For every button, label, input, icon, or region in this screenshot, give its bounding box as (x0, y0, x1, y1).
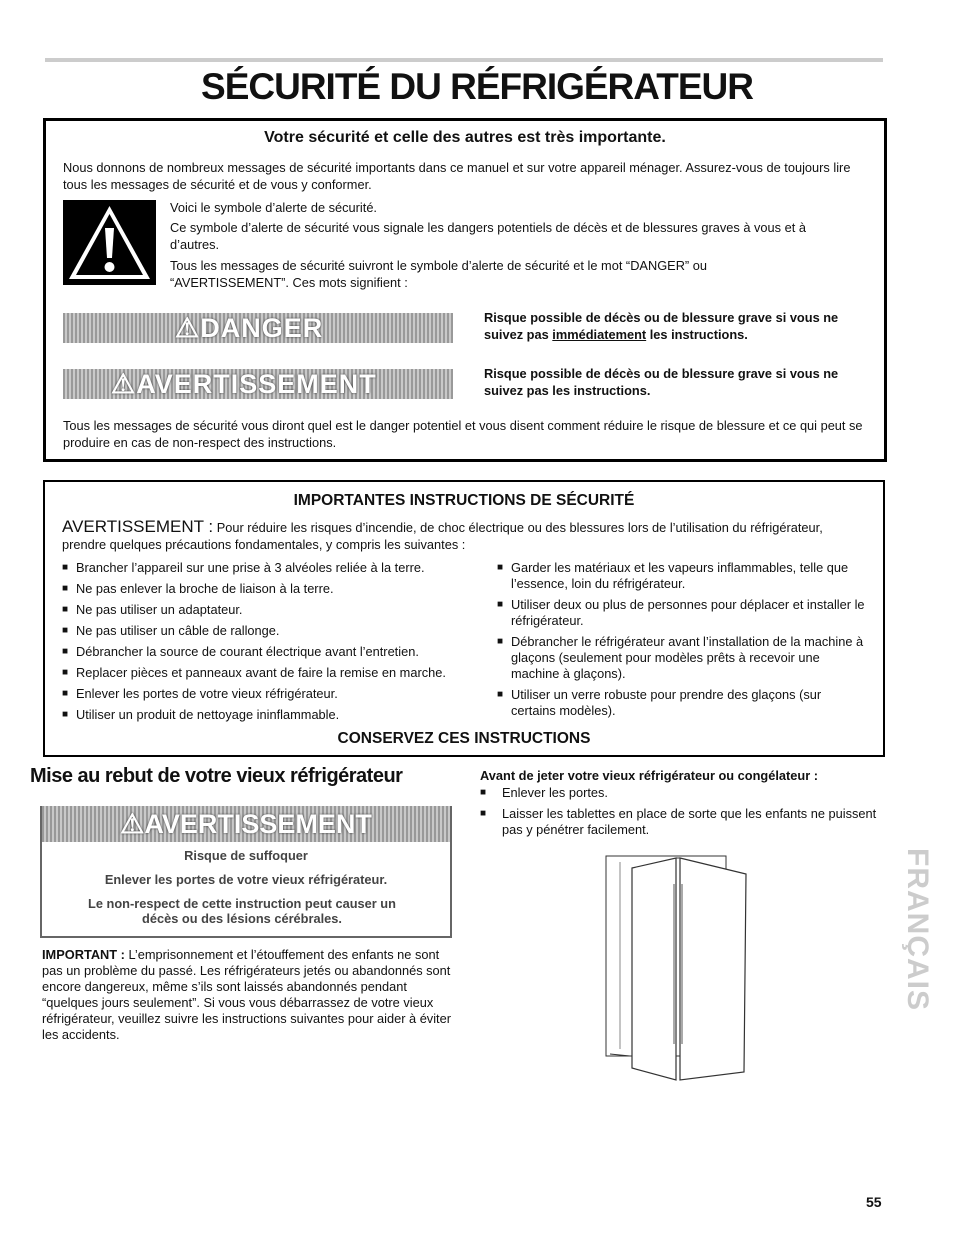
warning-description: Risque possible de décès ou de blessure grave si vous ne suivez pas les instructions. (484, 366, 839, 398)
suffocation-warning-box (40, 806, 452, 938)
instructions-heading: IMPORTANTES INSTRUCTIONS DE SÉCURITÉ (293, 492, 635, 509)
safety-heading: Votre sécurité et celle des autres est très importante. (264, 129, 666, 146)
warning-signal-bar (63, 369, 453, 399)
important-label: IMPORTANT : (42, 947, 125, 962)
before-disposal-heading: Avant de jeter votre vieux réfrigérateur ou congélateur : (480, 768, 819, 783)
suffocation-warning-label: AVERTISSEMENT (144, 809, 372, 839)
warning-alert-icon: ⚠ (120, 809, 145, 839)
list-item: ■ Brancher l’appareil sur une prise à 3 alvéoles reliée à la terre. (62, 560, 492, 576)
list-item: ■ Garder les matériaux et les vapeurs inflammables, telle que l’essence, loin du réfrigérateur. (497, 560, 867, 592)
instructions-warning (62, 518, 862, 553)
page-title: SÉCURITÉ DU RÉFRIGÉRATEUR (201, 66, 753, 107)
danger-signal-bar (63, 313, 453, 343)
safety-closing: Tous les messages de sécurité vous diront quel est le danger potentiel et vous disent comment réduire le risque de blessure et ce qui peut se produire en cas de non-respect des instructions. (63, 418, 863, 450)
consequence-text: Le non-respect de cette instruction peut causer un décès ou des lésions cérébrales. (88, 896, 396, 926)
symbol-line-1: Voici le symbole d’alerte de sécurité. (170, 200, 377, 215)
list-item: ■ Laisser les tablettes en place de sorte que les enfants ne puissent pas y pénétrer facilement. (480, 806, 880, 838)
danger-label: DANGER (200, 313, 324, 343)
suffocation-risk: Risque de suffoquer (184, 848, 308, 863)
top-rule (45, 58, 883, 62)
suffocation-warning-bar (42, 806, 450, 842)
list-item: ■ Utiliser un produit de nettoyage ininflammable. (62, 707, 492, 723)
instructions-left-list (62, 560, 492, 728)
danger-text-start: Risque possible de décès ou de blessure grave si vous ne suivez pas (484, 310, 839, 342)
danger-description (484, 309, 879, 343)
warning-alert-icon: ⚠ (111, 369, 137, 399)
side-tab-label: FRANÇAIS (901, 848, 934, 1011)
instructions-footer: CONSERVEZ CES INSTRUCTIONS (337, 730, 591, 747)
important-text: L’emprisonnement et l’étouffement des enfants ne sont pas un problème du passé. Les réfrigérateurs jetés ou abandonnés sont encore dangereux, même s’ils sont laissés abandonnés pendant “quelques jours seulement”. Si vous vous débarrassez de votre vieux réfrigérateur, veuillez suivre les instructions suivantes pour aider à éviter les accidents. (42, 947, 451, 1042)
symbol-line-2: Ce symbole d’alerte de sécurité vous signale les dangers potentiels de décès et de blessures graves à vous et à d’autres. (170, 220, 806, 252)
list-item: ■ Débrancher le réfrigérateur avant l’installation de la machine à glaçons (seulement pour modèles prêts à recevoir une machine à glaçons). (497, 634, 867, 682)
danger-text-end: les instructions. (646, 327, 748, 342)
important-paragraph (42, 947, 452, 1043)
before-disposal-list (480, 785, 880, 843)
instructions-right-list (497, 560, 867, 724)
important-instructions-box (43, 480, 885, 757)
list-item: ■ Replacer pièces et panneaux avant de faire la remise en marche. (62, 665, 492, 681)
safety-alert-symbol-icon (63, 200, 156, 285)
list-item: ■ Ne pas utiliser un adaptateur. (62, 602, 492, 618)
page-number: 55 (866, 1194, 882, 1210)
list-item: ■ Débrancher la source de courant électrique avant l’entretien. (62, 644, 492, 660)
safety-message-box (43, 118, 887, 462)
list-item: ■ Utiliser un verre robuste pour prendre des glaçons (sur certains modèles). (497, 687, 867, 719)
language-side-tab (898, 848, 934, 1048)
list-item: ■ Enlever les portes. (480, 785, 880, 801)
list-item: ■ Ne pas enlever la broche de liaison à la terre. (62, 581, 492, 597)
refrigerator-illustration (596, 844, 756, 1089)
list-item: ■ Enlever les portes de votre vieux réfrigérateur. (62, 686, 492, 702)
warning-intro: Pour réduire les risques d’incendie, de choc électrique ou des blessures lors de l’utilisation du réfrigérateur, prendre quelques précautions fondamentales, y compris les suivantes : (62, 520, 823, 552)
remove-doors-instruction: Enlever les portes de votre vieux réfrigérateur. (104, 872, 388, 887)
warning-label: AVERTISSEMENT (136, 369, 377, 399)
disposal-heading: Mise au rebut de votre vieux réfrigérateur (30, 765, 403, 787)
list-item: ■ Utiliser deux ou plus de personnes pour déplacer et installer le réfrigérateur. (497, 597, 867, 629)
warning-word: AVERTISSEMENT : (62, 517, 214, 536)
list-item: ■ Ne pas utiliser un câble de rallonge. (62, 623, 492, 639)
danger-alert-icon: ⚠ (175, 313, 201, 343)
safety-intro: Nous donnons de nombreux messages de sécurité importants dans ce manuel et sur votre appareil ménager. Assurez-vous de toujours lire tous les messages de sécurité et de vous y conformer. (63, 160, 851, 192)
symbol-line-3: Tous les messages de sécurité suivront le symbole d’alerte de sécurité et le mot “DANGER” ou “AVERTISSEMENT”. Ces mots signifient : (170, 258, 707, 290)
danger-text-emphasis: immédiatement (552, 327, 647, 342)
